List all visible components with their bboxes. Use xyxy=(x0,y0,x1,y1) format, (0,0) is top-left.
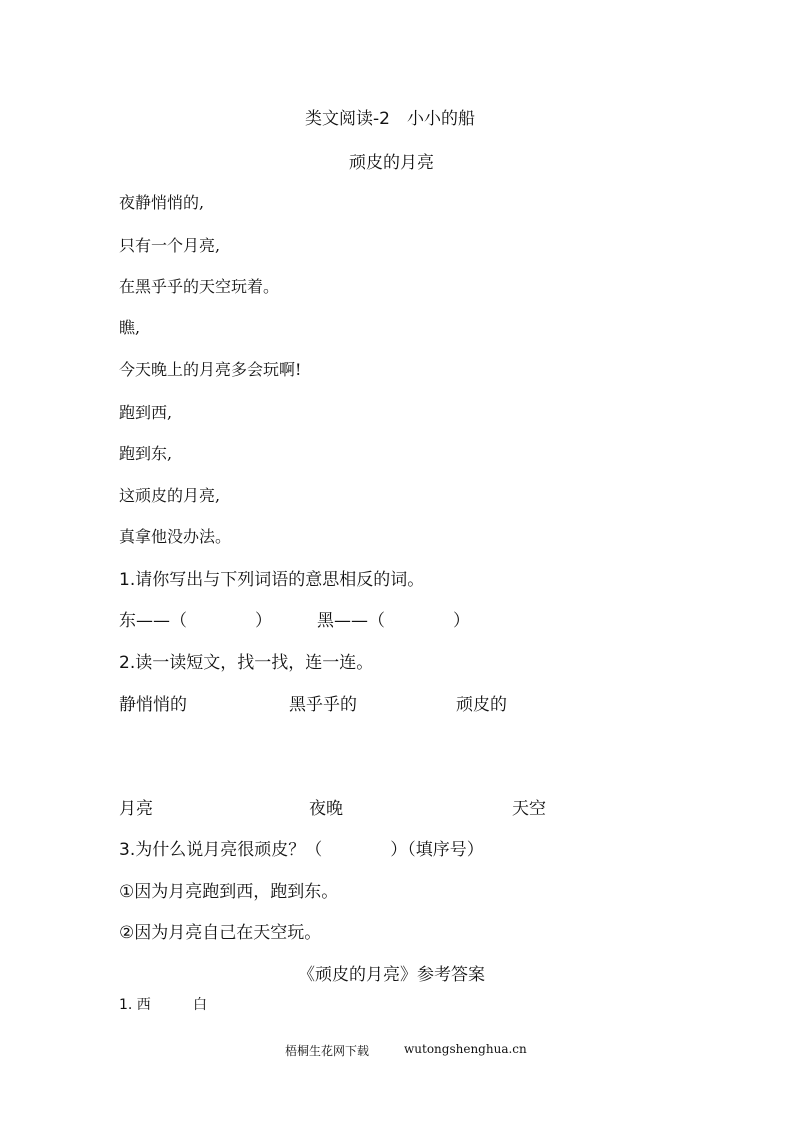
question-3: 3.为什么说月亮很顽皮？（ ）（填序号） xyxy=(119,840,484,860)
poem-line: 这顽皮的月亮, xyxy=(119,486,221,505)
q2-bottom-word: 月亮 xyxy=(119,799,153,819)
poem-line: 真拿他没办法。 xyxy=(119,527,232,546)
poem-line: 跑到西, xyxy=(119,403,173,422)
poem-line: 瞧, xyxy=(119,318,141,337)
footer-url: wutongshenghua.cn xyxy=(404,1042,527,1056)
poem-line: 今天晚上的月亮多会玩啊! xyxy=(119,360,302,379)
q2-top-word: 静悄悄的 xyxy=(119,695,187,715)
poem-line: 夜静悄悄的, xyxy=(119,193,205,212)
q1-antonym-black: 黑——（ ） xyxy=(317,611,470,631)
question-2: 2.读一读短文，找一找，连一连。 xyxy=(119,653,374,673)
footer-source: 梧桐生花网下载 xyxy=(285,1044,370,1058)
q3-option-2: ②因为月亮自己在天空玩。 xyxy=(119,923,322,943)
q3-option-1: ①因为月亮跑到西，跑到东。 xyxy=(119,882,339,902)
q2-bottom-word: 夜晚 xyxy=(309,799,343,819)
answer-title: 《顽皮的月亮》参考答案 xyxy=(298,965,485,985)
question-1: 1.请你写出与下列词语的意思相反的词。 xyxy=(119,570,425,590)
poem-title: 顽皮的月亮 xyxy=(349,153,434,173)
poem-line: 只有一个月亮, xyxy=(119,236,221,255)
poem-line: 跑到东, xyxy=(119,444,173,463)
page-title: 类文阅读-2 小小的船 xyxy=(305,109,475,129)
poem-line: 在黑乎乎的天空玩着。 xyxy=(119,277,280,296)
q1-antonym-east: 东——（ ） xyxy=(119,611,272,631)
q2-top-word: 顽皮的 xyxy=(456,695,507,715)
answer-1-value: 白 xyxy=(193,997,207,1013)
q2-top-word: 黑乎乎的 xyxy=(289,695,357,715)
answer-1-number: 1. 西 xyxy=(119,997,151,1013)
q2-bottom-word: 天空 xyxy=(512,799,546,819)
